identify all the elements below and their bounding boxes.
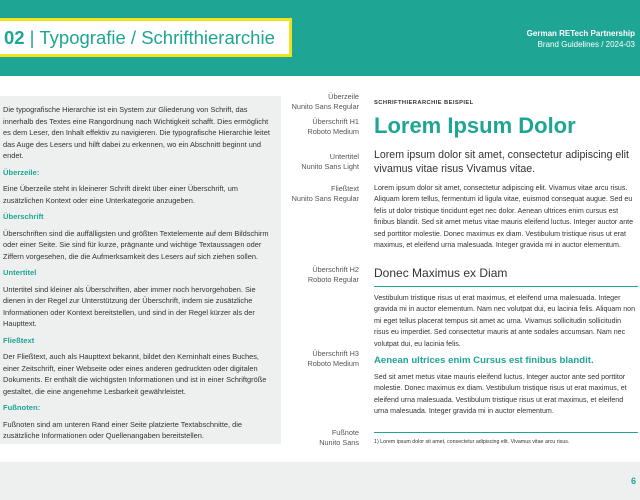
section-heading: Überschrift bbox=[3, 212, 44, 221]
label-font: Nunito Sans Regular bbox=[291, 102, 359, 111]
example-subtitle: Lorem ipsum dolor sit amet, consectetur adipiscing elit vivamus vitae risus Vivamus vitae. bbox=[374, 149, 629, 175]
section-heading: Fließtext bbox=[3, 335, 35, 345]
section-number: 02 bbox=[4, 26, 25, 48]
intro-text: Die typografische Hierarchie ist ein System zur Gliederung von Schrift, das innerhalb des Textes eine Rangordnung nach Wichtigkeit schafft. Dies ermöglicht es dem Leser, den Inhalt effektiv zu navigieren. Die typografische Hierarchie leitet das Auge des Lesers und hilft dabei zu erkennen, wo ein Abschnitt beginnt und endet. bbox=[3, 105, 270, 160]
brand-name: German RETech Partnership bbox=[526, 29, 635, 38]
label-name: Fließtext bbox=[331, 184, 359, 193]
label-font: Roboto Regular bbox=[307, 275, 359, 284]
label-overline bbox=[292, 92, 359, 112]
label-h3 bbox=[307, 349, 359, 369]
section-title: Typografie / Schrifthierarchie bbox=[39, 26, 275, 48]
example-footnote: 1) Lorem ipsum dolor sit amet, consectetur adipiscing elit. Vivamus vitae arcu risus. bbox=[374, 439, 570, 445]
label-font: Nunito Sans Light bbox=[301, 162, 359, 171]
example-body-text: Lorem ipsum dolor sit amet, consectetur adipiscing elit. Vivamus vitae arcu risus. Aliquam lorem tellus, fermentum id ligula vitae, euismod consequat augue. Sed eu felis ut dolor tristique tincidunt eget nec dolor. Aenean ultrices enim cursus est finibus blandit. Sed sit amet metus vitae mauris eleifend luctus. Integer auctor ante sed porttitor molestie. Donec maximus ex diam. Vestibulum tristique risus ut erat maximus, et eleifend urna malesuada. Integer gravida mi in auctor elementum. bbox=[374, 184, 634, 250]
example-h2: Donec Maximus ex Diam bbox=[374, 266, 508, 280]
label-font: Nunito Sans bbox=[319, 438, 359, 447]
label-body bbox=[292, 184, 359, 204]
section-text: Untertitel sind kleiner als Überschriften, aber immer noch hervorgehoben. Sie dienen in der Regel zur Unterstützung der Überschrift, indem sie zusätzliche Informationen oder Kontext bereitstellen, und sind in der Regel kürzer als der Haupttext. bbox=[3, 284, 256, 328]
label-name: Überschrift H1 bbox=[312, 117, 359, 126]
section-text: Eine Überzeile steht in kleinerer Schrift direkt über einer Überschrift, um zusätzlichen Kontext oder eine Unterkategorie anzugeben. bbox=[3, 184, 238, 205]
example-h3: Aenean ultrices enim Cursus est finibus blandit. bbox=[374, 355, 594, 366]
label-h2 bbox=[308, 265, 359, 285]
brand-subtitle: Brand Guidelines / 2024-03 bbox=[537, 40, 635, 49]
title-separator: | bbox=[29, 26, 35, 48]
explanation-panel bbox=[0, 96, 281, 444]
section-heading: Überzeile: bbox=[3, 167, 40, 177]
section-text: Fußnoten sind am unteren Rand einer Seite platzierte Textabschnitte, die zusätzliche Informationen oder Quellenangaben bereitstellen. bbox=[3, 419, 242, 440]
h2-divider bbox=[374, 286, 638, 287]
label-h1 bbox=[307, 117, 359, 137]
example-eyebrow: SCHRIFTHIERARCHIE BEISPIEL bbox=[374, 100, 474, 106]
section-text: Überschriften sind die auffälligsten und größten Textelemente auf dem Bildschirm oder einer Seite. Sie sind für kurze, prägnante und wichtige Textaussagen oder Ziffern vorgesehen, die die Aufmerksamkeit des Lesers auf sich ziehen sollen. bbox=[3, 228, 269, 261]
example-h1: Lorem Ipsum Dolor bbox=[374, 113, 576, 138]
section-text: Der Fließtext, auch als Haupttext bekannt, bildet den Kerninhalt eines Buches, einer Zeitschrift, einer Webseite oder eines anderen gedruckten oder digitalen Dokuments. Er enthält die wichtigsten Informationen und ist in einer Schriftgröße gestaltet, die eine angenehme Lesbarkeit gewährleistet. bbox=[3, 352, 267, 396]
label-name: Untertitel bbox=[329, 152, 359, 161]
section-heading: Fußnoten: bbox=[3, 403, 41, 412]
label-name: Überzeile bbox=[328, 92, 359, 101]
example-body-text-2: Vestibulum tristique risus ut erat maximus, et eleifend urna malesuada. Integer gravida mi in auctor elementum. Nam nec volutpat dui, eu lacinia felis. Aliquam non mi eget tellus placerat tempus sit amet ac urna. Vivamus sollicitudin sollicitudin risus eu imperdiet. Sed consectetur mauris at ante sodales accumsan. Nam nec volutpat dui, eu lacinia felis. bbox=[374, 294, 636, 348]
label-name: Überschrift H3 bbox=[312, 349, 359, 358]
page-header bbox=[0, 0, 640, 76]
label-name: Fußnote bbox=[331, 428, 359, 437]
page-footer bbox=[0, 462, 640, 500]
brand-block bbox=[527, 28, 635, 50]
label-footnote bbox=[319, 428, 359, 448]
label-name: Überschrift H2 bbox=[312, 265, 359, 274]
label-font: Nunito Sans Regular bbox=[291, 194, 359, 203]
label-font: Roboto Medium bbox=[307, 127, 359, 136]
page-number: 6 bbox=[630, 476, 636, 486]
label-font: Roboto Medium bbox=[307, 359, 359, 368]
section-title-box bbox=[0, 18, 292, 57]
footnote-divider bbox=[374, 432, 638, 433]
section-heading: Untertitel bbox=[3, 268, 37, 277]
example-body-text-3: Sed sit amet metus vitae mauris eleifend luctus. Integer auctor ante sed porttitor molestie. Donec maximus ex diam. Vestibulum tristique risus ut erat maximus, et eleifend urna malesuada. Vestibulum tristique risus ut erat maximus, et eleifend urna malesuada. Integer gravida mi in auctor elementum. bbox=[374, 373, 627, 416]
label-subtitle bbox=[301, 152, 359, 172]
